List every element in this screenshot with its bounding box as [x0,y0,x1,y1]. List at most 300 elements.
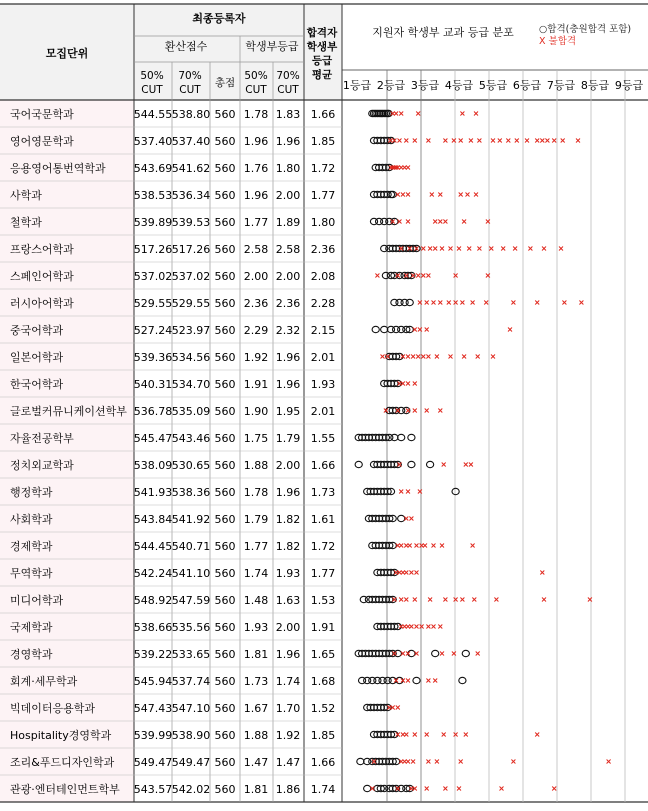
row-c50: 537.02 [133,270,173,283]
row-c70: 541.62 [171,162,211,175]
row-dept: 프랑스어학과 [10,243,74,256]
row-dept: 경영학과 [10,648,53,661]
fail-point [426,355,430,359]
fail-point [443,220,447,224]
c50-header-line1: 50% [140,70,164,82]
row-total: 560 [214,702,236,715]
fail-point [415,571,419,575]
grade-label: 1등급 [342,79,372,92]
fail-point [406,166,410,170]
fail-point [462,220,466,224]
row-c70: 533.65 [171,648,211,661]
row-total: 560 [214,513,236,526]
row-g70: 2.58 [275,243,301,256]
row-g50: 1.78 [243,486,269,499]
g70-header-line1: 70% [276,70,300,82]
fail-point [464,733,468,737]
fail-point [421,247,425,251]
grade-label: 3등급 [410,79,440,92]
row-c50: 540.31 [133,378,173,391]
fail-point [449,355,453,359]
row-g50: 1.79 [243,513,269,526]
row-g70: 1.74 [275,675,301,688]
fail-point [542,247,546,251]
fail-point [447,301,451,305]
pass-point [372,326,379,332]
row-c50: 536.78 [133,405,173,418]
fail-point [464,463,468,467]
fail-point [375,274,379,278]
row-g50: 1.47 [243,756,269,769]
fail-point [413,409,417,413]
fail-point [454,274,458,278]
pass-point [408,650,415,656]
fail-point [426,625,430,629]
fail-point [438,193,442,197]
row-dept: 영어영문학과 [10,135,74,148]
fail-point [459,193,463,197]
row-total: 560 [214,243,236,256]
fail-point [513,247,517,251]
pass-point [396,677,403,683]
row-dept: 행정학과 [10,486,53,499]
row-g50: 1.74 [243,567,269,580]
row-c70: 534.70 [171,378,211,391]
row-g50: 2.58 [243,243,269,256]
fail-point [426,679,430,683]
distribution-title: 지원자 학생부 교과 등급 분포 [372,26,514,39]
row-c50: 539.99 [133,729,173,742]
row-avg: 1.61 [310,513,336,526]
grade-label: 5등급 [478,79,508,92]
row-avg: 1.68 [310,675,336,688]
fail-point [406,382,410,386]
fail-point [433,247,437,251]
fail-point [545,139,549,143]
row-g70: 1.96 [275,648,301,661]
row-avg: 1.65 [310,648,336,661]
row-c70: 543.46 [171,432,211,445]
fail-point [399,490,403,494]
row-c70: 547.10 [171,702,211,715]
row-c70: 529.55 [171,297,211,310]
fail-point [406,760,410,764]
fail-point [432,301,436,305]
fail-point [535,139,539,143]
pass-point [389,677,396,683]
row-c70: 547.59 [171,594,211,607]
grade-label: 8등급 [580,79,610,92]
row-avg: 1.85 [310,135,336,148]
fail-point [442,463,446,467]
row-g50: 1.81 [243,648,269,661]
row-total: 560 [214,270,236,283]
fail-point [415,625,419,629]
fail-point [394,112,398,116]
row-avg: 1.77 [310,189,336,202]
fail-point [411,760,415,764]
row-total: 560 [214,189,236,202]
row-avg: 1.85 [310,729,336,742]
fail-point [471,301,475,305]
row-dept: 회계·세무학과 [10,675,78,688]
row-total: 560 [214,351,236,364]
fail-point [561,139,565,143]
pass-point [398,515,405,521]
fail-point [491,355,495,359]
row-dept: 국어국문학과 [10,108,74,121]
fail-point [457,247,461,251]
fail-point [552,787,556,791]
row-c70: 536.34 [171,189,211,202]
row-g70: 2.36 [275,297,301,310]
row-g70: 2.00 [275,459,301,472]
row-dept: 경제학과 [10,540,53,553]
fail-point [425,787,429,791]
fail-point [498,139,502,143]
avg-header-line3: 등급 [311,55,333,67]
fail-point [607,760,611,764]
fail-point [426,760,430,764]
fail-point [474,193,478,197]
fail-point [442,733,446,737]
pass-point [389,191,396,197]
fail-point [460,112,464,116]
fail-point [399,112,403,116]
row-c50: 538.09 [133,459,173,472]
row-total: 560 [214,108,236,121]
row-c50: 543.69 [133,162,173,175]
fail-point [404,139,408,143]
row-g50: 1.93 [243,621,269,634]
row-total: 560 [214,324,236,337]
row-g70: 1.93 [275,567,301,580]
fail-point [435,355,439,359]
row-c70: 538.90 [171,729,211,742]
dept-column-header: 모집단위 [45,47,89,60]
c50-header-line2: CUT [141,84,163,96]
row-c50: 543.57 [133,783,173,796]
row-avg: 1.73 [310,486,336,499]
row-g50: 1.96 [243,135,269,148]
fail-point [411,355,415,359]
fail-point [511,760,515,764]
fail-point [413,598,417,602]
row-g70: 1.82 [275,513,301,526]
row-g70: 1.96 [275,351,301,364]
legend-fail: X 불합격 [539,36,577,47]
fail-point [525,139,529,143]
fail-point [438,409,442,413]
row-g50: 1.67 [243,702,269,715]
fail-point [428,598,432,602]
row-avg: 1.93 [310,378,336,391]
row-c70: 538.80 [171,108,211,121]
row-g50: 1.48 [243,594,269,607]
pass-point [408,461,415,467]
fail-point [404,571,408,575]
fail-point [459,760,463,764]
row-g70: 1.63 [275,594,301,607]
fail-point [425,733,429,737]
row-total: 560 [214,378,236,391]
row-dept: 빅데이터응용학과 [10,702,96,715]
fail-point [420,625,424,629]
row-g50: 1.75 [243,432,269,445]
row-total: 560 [214,405,236,418]
row-avg: 1.72 [310,162,336,175]
fail-point [559,247,563,251]
fail-point [406,355,410,359]
pass-point [452,488,459,494]
row-avg: 1.52 [310,702,336,715]
row-g70: 1.86 [275,783,301,796]
row-g50: 2.36 [243,297,269,310]
g70-header-line2: CUT [277,84,299,96]
row-total: 560 [214,459,236,472]
fail-point [449,247,453,251]
row-c50: 539.36 [133,351,173,364]
fail-point [401,193,405,197]
avg-header-line2: 학생부 [306,41,338,53]
row-avg: 2.15 [310,324,336,337]
pass-point [427,461,434,467]
row-c70: 523.97 [171,324,211,337]
c70-header-line2: CUT [179,84,201,96]
row-avg: 1.66 [310,108,336,121]
fail-point [491,139,495,143]
row-g50: 2.29 [243,324,269,337]
row-dept: 관광·엔터테인먼트학부 [10,783,120,796]
row-c70: 537.02 [171,270,211,283]
row-avg: 2.28 [310,297,336,310]
row-g70: 1.95 [275,405,301,418]
row-dept: 한국어학과 [10,378,64,391]
fail-point [552,139,556,143]
row-g50: 1.92 [243,351,269,364]
fail-point [562,301,566,305]
fail-point [454,598,458,602]
fail-point [415,544,419,548]
fail-point [381,355,385,359]
fail-point [406,679,410,683]
row-c50: 547.43 [133,702,173,715]
row-c50: 538.66 [133,621,173,634]
row-avg: 1.74 [310,783,336,796]
row-total: 560 [214,621,236,634]
row-c50: 545.94 [133,675,173,688]
row-total: 560 [214,567,236,580]
pass-point [357,758,364,764]
fail-point [413,733,417,737]
pass-point [394,650,401,656]
row-avg: 1.72 [310,540,336,553]
fail-point [416,274,420,278]
pass-point [462,650,469,656]
row-g50: 1.77 [243,216,269,229]
row-c70: 535.56 [171,621,211,634]
fail-point [484,301,488,305]
row-c50: 539.22 [133,648,173,661]
row-c70: 537.40 [171,135,211,148]
fail-point [515,139,519,143]
row-avg: 2.01 [310,351,336,364]
row-g70: 1.92 [275,729,301,742]
row-g70: 1.47 [275,756,301,769]
fail-point [438,220,442,224]
fail-point [409,625,413,629]
fail-point [440,652,444,656]
row-g50: 1.90 [243,405,269,418]
fail-point [416,355,420,359]
total-header: 총점 [214,77,236,89]
row-g50: 1.88 [243,459,269,472]
pass-point [406,299,413,305]
row-g50: 2.00 [243,270,269,283]
row-total: 560 [214,162,236,175]
avg-header-line1: 합격자 [306,27,338,39]
fail-point [440,544,444,548]
row-c50: 549.47 [133,756,173,769]
fail-point [433,220,437,224]
row-dept: Hospitality경영학과 [10,729,112,742]
fail-point [443,139,447,143]
row-dept: 글로벌커뮤니케이션학부 [10,405,127,418]
grade-axis-labels [343,79,644,92]
row-g50: 1.77 [243,540,269,553]
row-dept: 국제학과 [10,621,53,634]
pass-point [432,650,439,656]
fail-point [506,139,510,143]
row-total: 560 [214,135,236,148]
fail-point [425,409,429,413]
grade-label: 4등급 [444,79,474,92]
row-c50: 541.93 [133,486,173,499]
pass-point [408,434,415,440]
row-dept: 사회학과 [10,513,53,526]
row-c70: 534.56 [171,351,211,364]
row-avg: 2.36 [310,243,336,256]
fail-point [440,247,444,251]
row-dept: 중국어학과 [10,324,64,337]
fail-point [467,247,471,251]
row-g70: 1.80 [275,162,301,175]
row-total: 560 [214,297,236,310]
row-dept: 정치외교학과 [10,459,74,472]
row-g70: 1.83 [275,108,301,121]
fail-point [462,355,466,359]
row-g70: 1.89 [275,216,301,229]
fail-point [472,598,476,602]
row-g50: 1.91 [243,378,269,391]
pass-point [355,461,362,467]
row-c70: 539.53 [171,216,211,229]
fail-point [476,355,480,359]
row-g50: 1.73 [243,675,269,688]
fail-point [535,733,539,737]
fail-point [457,787,461,791]
fail-point [423,544,427,548]
fail-point [474,112,478,116]
row-total: 560 [214,675,236,688]
row-c50: 527.24 [133,324,173,337]
row-total: 560 [214,729,236,742]
row-c50: 537.40 [133,135,173,148]
fail-point [501,247,505,251]
row-avg: 2.01 [310,405,336,418]
row-total: 560 [214,432,236,445]
fail-point [454,301,458,305]
fail-point [432,625,436,629]
row-c50: 539.89 [133,216,173,229]
row-total: 560 [214,756,236,769]
row-g70: 1.96 [275,135,301,148]
fail-point [425,301,429,305]
fail-point [540,139,544,143]
row-g70: 1.79 [275,432,301,445]
fail-point [406,193,410,197]
pass-point [398,434,405,440]
row-c70: 535.09 [171,405,211,418]
row-g50: 1.78 [243,108,269,121]
row-g70: 2.00 [275,621,301,634]
row-dept: 일본어학과 [10,351,64,364]
g50-header-line2: CUT [245,84,267,96]
row-c70: 540.71 [171,540,211,553]
row-c50: 538.53 [133,189,173,202]
row-avg: 2.08 [310,270,336,283]
row-avg: 1.66 [310,756,336,769]
row-c70: 530.65 [171,459,211,472]
fail-point [413,382,417,386]
row-c70: 541.92 [171,513,211,526]
fail-point [576,139,580,143]
avg-header-line4: 평균 [311,69,333,81]
fail-point [409,517,413,521]
fail-point [477,247,481,251]
row-avg: 1.91 [310,621,336,634]
row-g50: 1.96 [243,189,269,202]
pass-point [364,785,371,791]
fail-point [476,652,480,656]
pass-point [391,434,398,440]
fail-point [399,544,403,548]
fail-point [438,301,442,305]
row-dept: 러시아어학과 [10,297,74,310]
fail-point [511,301,515,305]
fail-point [535,301,539,305]
grade-label: 7등급 [546,79,576,92]
fail-point [404,598,408,602]
row-g70: 2.00 [275,189,301,202]
row-total: 560 [214,648,236,661]
row-c50: 543.84 [133,513,173,526]
row-dept: 미디어학과 [10,594,64,607]
row-c70: 541.10 [171,567,211,580]
row-dept: 자율전공학부 [10,432,74,445]
fail-point [508,328,512,332]
row-dept: 사학과 [10,189,42,202]
row-total: 560 [214,594,236,607]
fail-point [426,274,430,278]
row-avg: 1.80 [310,216,336,229]
fail-point [433,679,437,683]
fail-point [471,544,475,548]
fail-point [454,733,458,737]
row-c50: 542.24 [133,567,173,580]
row-c50: 529.55 [133,297,173,310]
row-g70: 1.96 [275,486,301,499]
